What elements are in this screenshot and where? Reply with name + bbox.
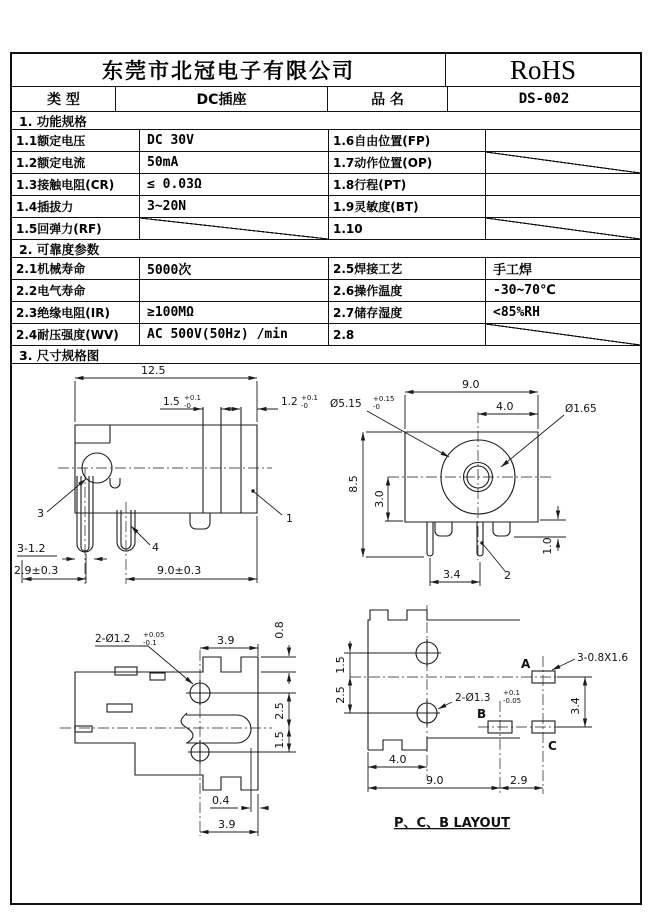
spec-value: ≤ 0.03Ω [139, 174, 328, 195]
part-label-3: 3 [37, 507, 44, 520]
dim-bottom-width: 3.9 [218, 818, 236, 831]
company-header-row [12, 54, 640, 87]
pad-b-label: B [477, 707, 487, 721]
spec-value: <85%RH [485, 302, 640, 323]
dim-hole-to-center: 2.5 [273, 702, 286, 720]
company-name: 东莞市北冠电子有限公司 [102, 59, 355, 83]
spec-label: 1.9灵敏度(BT) [328, 196, 485, 217]
pad-a-label: A [521, 657, 531, 671]
dim-groove-tol-plus: +0.1 [184, 394, 201, 402]
dim-center-to-hole: 1.5 [273, 731, 286, 749]
pcb-layout-drawing [330, 605, 642, 860]
dim-rib: 1.2 [281, 396, 298, 408]
rohs-badge: RoHS [445, 54, 640, 86]
spec-value-na [485, 152, 640, 173]
dia-outer-label: Ø5.15 [330, 398, 362, 410]
spec-value: 50mA [139, 152, 328, 173]
dimension-lines [95, 644, 296, 836]
spec-value: 3~20N [139, 196, 328, 217]
dim-pad-pitch: 3.4 [569, 697, 582, 715]
table-row [12, 258, 640, 280]
hole-callout: 2-Ø1.2 [95, 633, 131, 645]
hole-tol-minus: -0.05 [503, 697, 522, 705]
dim-tab-height: 0.8 [273, 621, 286, 639]
type-label: 类 型 [47, 92, 80, 108]
spec-label: 1.1额定电压 [16, 134, 86, 148]
table-row [12, 302, 640, 324]
spec-value: -30~70℃ [485, 280, 640, 301]
dimension-lines [17, 378, 282, 583]
pad-c-label: C [548, 739, 557, 753]
dim-pad-gap: 2.9 [510, 774, 528, 787]
connector-body-outline [75, 407, 257, 552]
dimension-lines [344, 641, 592, 792]
table-row [12, 130, 640, 152]
table-row [12, 324, 640, 346]
dim-pin-pitch: 3.4 [443, 568, 461, 581]
spec-value-na [139, 218, 328, 239]
dim-hole-offset: 4.0 [389, 753, 407, 766]
hole-tol-plus: +0.1 [503, 689, 520, 697]
dim-pin-offset: 2.9±0.3 [14, 564, 59, 577]
dim-top-width: 3.9 [217, 634, 235, 647]
dia-outer-tol-minus: -0 [373, 403, 380, 411]
connector-body-outline [75, 657, 258, 790]
dim-groove-tol-minus: -0 [184, 402, 191, 410]
section3-title: 3. 尺寸规格图 [12, 346, 640, 364]
dim-center-height: 3.0 [373, 490, 386, 508]
spec-value [485, 174, 640, 195]
table-row [12, 152, 640, 174]
dim-overall-width: 12.5 [141, 364, 166, 377]
spec-label: 1.4插拔力 [16, 200, 74, 214]
side-view-drawing [14, 356, 320, 602]
spec-value [485, 130, 640, 151]
spec-label: 2.5焊接工艺 [328, 258, 485, 279]
table-row [12, 174, 640, 196]
spec-label: 2.4耐压强度(WV) [16, 328, 119, 342]
spec-label: 2.8 [328, 324, 485, 345]
dia-inner-label: Ø1.65 [565, 403, 597, 415]
spec-label: 2.7储存湿度 [328, 302, 485, 323]
slot-callout: 3-0.8X1.6 [577, 652, 629, 664]
dim-edge-gap: 0.4 [212, 794, 230, 807]
section2-title: 2. 可靠度参数 [12, 240, 640, 258]
part-number: DS-002 [447, 87, 640, 111]
hole-tol-plus: +0.05 [143, 631, 165, 639]
spec-label: 1.7动作位置(OP) [328, 152, 485, 173]
dim-pad-height: 1.0 [541, 537, 554, 555]
front-view-drawing [325, 356, 640, 602]
section1-title: 1. 功能规格 [12, 112, 640, 130]
spec-value [139, 280, 328, 301]
spec-value-na [485, 218, 640, 239]
dim-body-height: 8.5 [347, 475, 360, 493]
dim-pin-span: 9.0±0.3 [157, 564, 202, 577]
body-outline [368, 610, 555, 750]
spec-label: 2.1机械寿命 [16, 262, 86, 276]
table-row [12, 196, 640, 218]
spec-label: 1.5回弹力(RF) [16, 222, 102, 236]
layout-caption: P、C、B LAYOUT [394, 816, 511, 831]
center-lines [388, 412, 552, 560]
spec-label: 1.8行程(PT) [328, 174, 485, 195]
part-label-1: 1 [286, 512, 293, 525]
dim-groove: 1.5 [163, 396, 180, 408]
hole-tol-minus: -0.1 [143, 639, 157, 647]
spec-value: 手工焊 [485, 258, 640, 279]
part-label-2: 2 [504, 569, 511, 582]
part-label-4: 4 [152, 541, 159, 554]
type-value: DC插座 [115, 87, 327, 111]
spec-label: 2.6操作温度 [328, 280, 485, 301]
part-name-label: 品 名 [327, 87, 447, 111]
table-row [12, 218, 640, 240]
spec-label: 1.10 [328, 218, 485, 239]
spec-value: AC 500V(50Hz) /min [139, 324, 328, 345]
spec-value: DC 30V [139, 130, 328, 151]
dim-rib-tol-plus: +0.1 [301, 394, 318, 402]
spec-label: 2.3绝缘电阻(IR) [16, 306, 110, 320]
type-row [12, 87, 640, 112]
spec-label: 2.2电气寿命 [16, 284, 86, 298]
dim-rib-tol-minus: -0 [301, 402, 308, 410]
dim-hole-above: 1.5 [334, 656, 347, 674]
spec-value: 5000次 [139, 258, 328, 279]
dim-hole-below: 2.5 [334, 686, 347, 704]
table-row [12, 280, 640, 302]
dia-outer-tol-plus: +0.15 [373, 395, 395, 403]
spec-value: ≥100MΩ [139, 302, 328, 323]
spec-label: 1.2额定电流 [16, 156, 86, 170]
spec-value-na [485, 324, 640, 345]
spec-label: 1.3接触电阻(CR) [16, 178, 115, 192]
dim-span: 9.0 [426, 774, 444, 787]
hole-callout: 2-Ø1.3 [455, 692, 491, 704]
dim-body-width: 9.0 [462, 378, 480, 391]
spec-value [485, 196, 640, 217]
dimension-lines [363, 392, 566, 586]
spec-label: 1.6自由位置(FP) [328, 130, 485, 151]
bottom-view-drawing [14, 605, 320, 850]
dim-center-offset: 4.0 [496, 400, 514, 413]
dim-pin-width: 3-1.2 [17, 542, 46, 555]
